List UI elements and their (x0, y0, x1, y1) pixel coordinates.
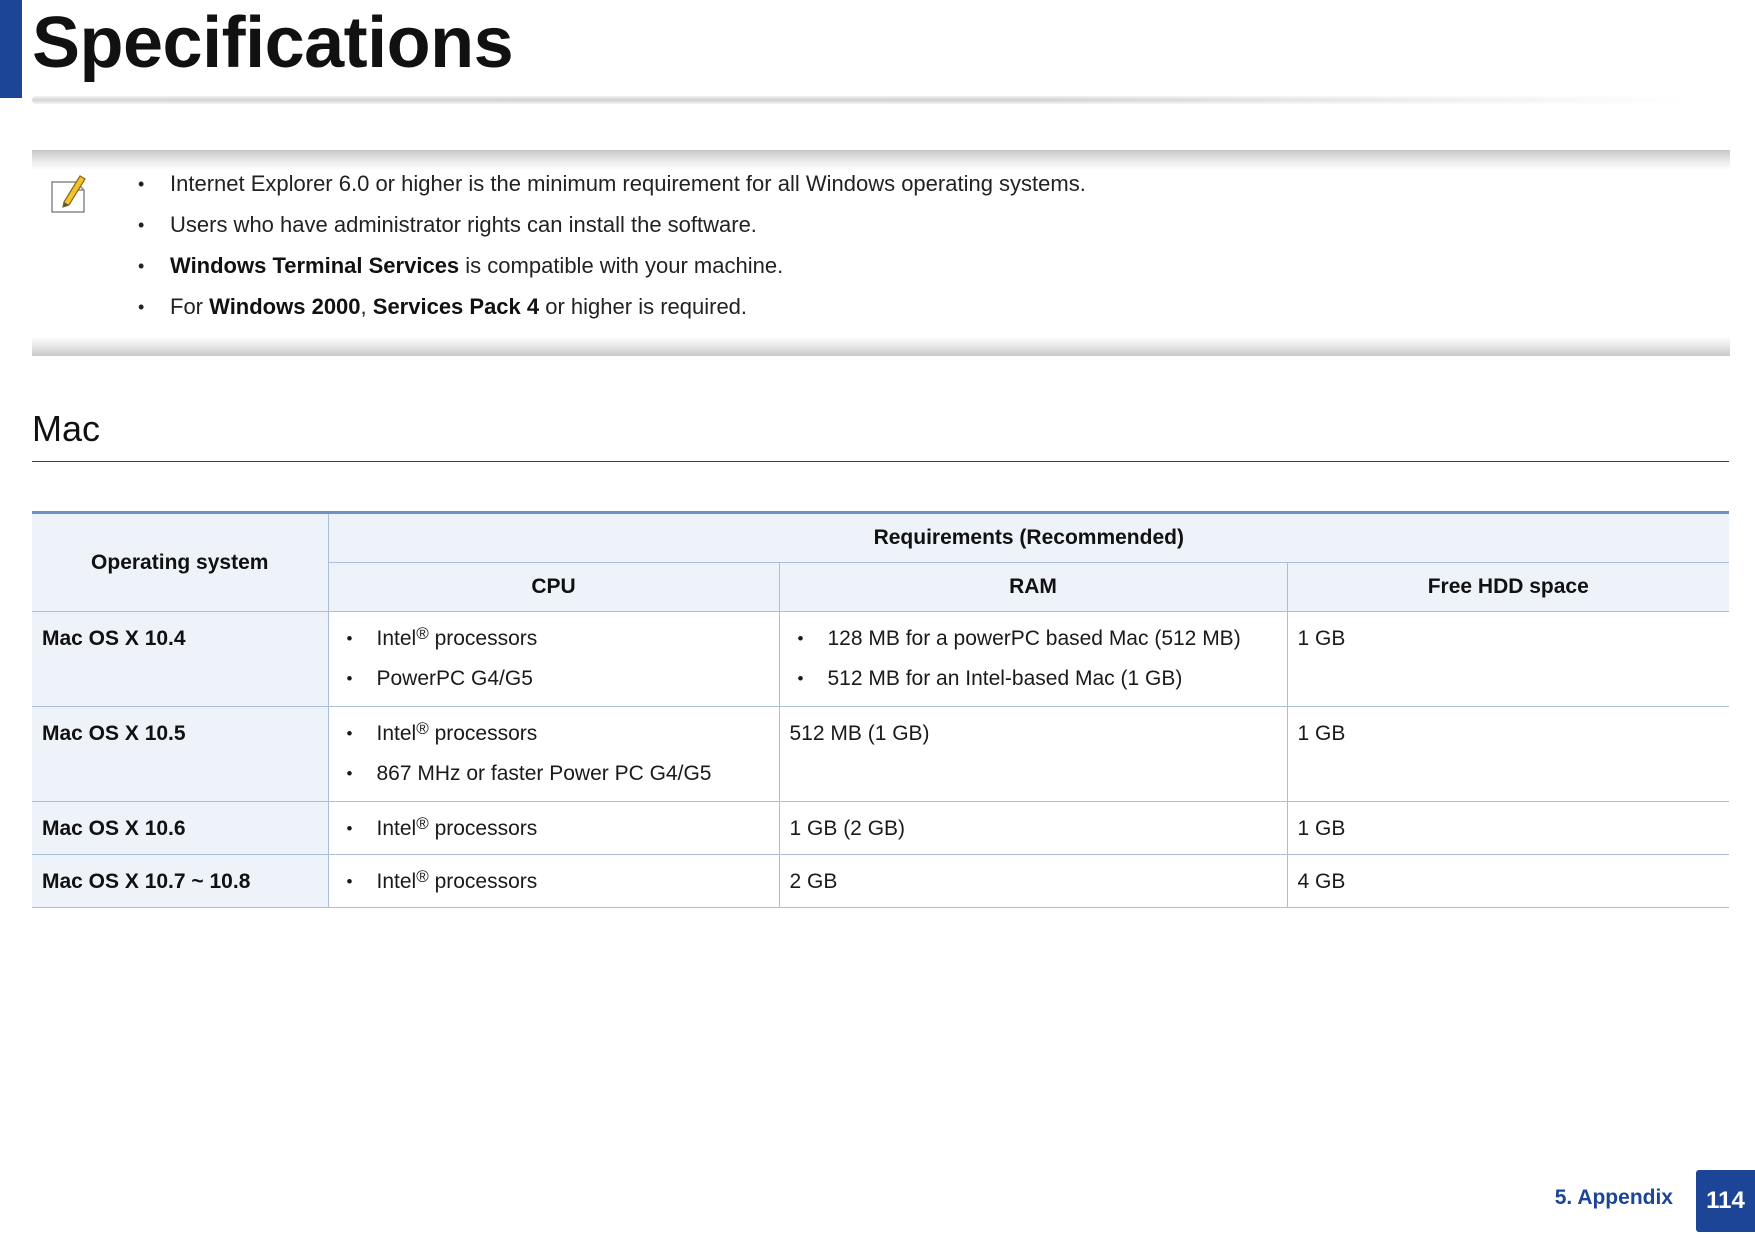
note-pencil-icon (46, 172, 92, 218)
header-ram: RAM (779, 563, 1287, 612)
cpu-item: • Intel® processors (339, 626, 769, 652)
ram-cell: 512 MB (1 GB) (779, 707, 1287, 802)
table-row (32, 612, 1729, 707)
hdd-cell: 1 GB (1287, 707, 1729, 802)
header-operating-system: Operating system (32, 513, 328, 612)
table-row (32, 707, 1729, 802)
footer-chapter-label: 5. Appendix (1554, 1186, 1673, 1209)
section-title: Mac (32, 408, 101, 449)
header-cpu: CPU (328, 563, 779, 612)
hdd-cell: 4 GB (1287, 855, 1729, 908)
cpu-item: • 867 MHz or faster Power PC G4/G5 (339, 761, 769, 787)
ram-cell (779, 612, 1287, 707)
cpu-cell (328, 612, 779, 707)
note-bottom-edge (32, 336, 1730, 356)
note-box (32, 150, 1730, 356)
ram-cell: 2 GB (779, 855, 1287, 908)
note-bold-term: Services Pack 4 (372, 294, 540, 319)
note-item: • Users who have administrator rights can install the software. (132, 213, 1086, 237)
cpu-item: • Intel® processors (339, 816, 769, 842)
os-cell: Mac OS X 10.5 (32, 707, 328, 802)
cpu-cell (328, 802, 779, 855)
ram-cell: 1 GB (2 GB) (779, 802, 1287, 855)
cpu-item: • Intel® processors (339, 869, 769, 895)
title-divider (32, 96, 1692, 104)
cpu-item: • PowerPC G4/G5 (339, 666, 769, 692)
hdd-cell: 1 GB (1287, 612, 1729, 707)
title-accent-bar (0, 0, 22, 98)
cpu-cell (328, 707, 779, 802)
cpu-cell (328, 855, 779, 908)
table-row (32, 802, 1729, 855)
note-item: • Internet Explorer 6.0 or higher is the minimum requirement for all Windows operating systems. (132, 172, 1086, 196)
os-cell: Mac OS X 10.6 (32, 802, 328, 855)
note-bold-term: Windows Terminal Services (170, 253, 460, 278)
hdd-cell: 1 GB (1287, 802, 1729, 855)
ram-item: • 128 MB for a powerPC based Mac (512 MB) (790, 626, 1277, 652)
ram-item: • 512 MB for an Intel-based Mac (1 GB) (790, 666, 1277, 692)
section-divider (32, 461, 1729, 462)
os-cell: Mac OS X 10.4 (32, 612, 328, 707)
table-row (32, 855, 1729, 908)
note-bold-term: Windows 2000 (209, 294, 361, 319)
mac-requirements-table (32, 511, 1729, 908)
note-item: • Windows Terminal Services is compatible with your machine. (132, 254, 1086, 278)
note-top-edge (32, 150, 1730, 170)
page-number-badge: 114 (1696, 1170, 1755, 1232)
os-cell: Mac OS X 10.7 ~ 10.8 (32, 855, 328, 908)
page-title: Specifications (32, 3, 514, 83)
note-list (132, 172, 1086, 336)
cpu-item: • Intel® processors (339, 721, 769, 747)
note-item: • For Windows 2000, Services Pack 4 or higher is required. (132, 295, 1086, 319)
header-hdd: Free HDD space (1287, 563, 1729, 612)
header-requirements: Requirements (Recommended) (328, 513, 1729, 563)
